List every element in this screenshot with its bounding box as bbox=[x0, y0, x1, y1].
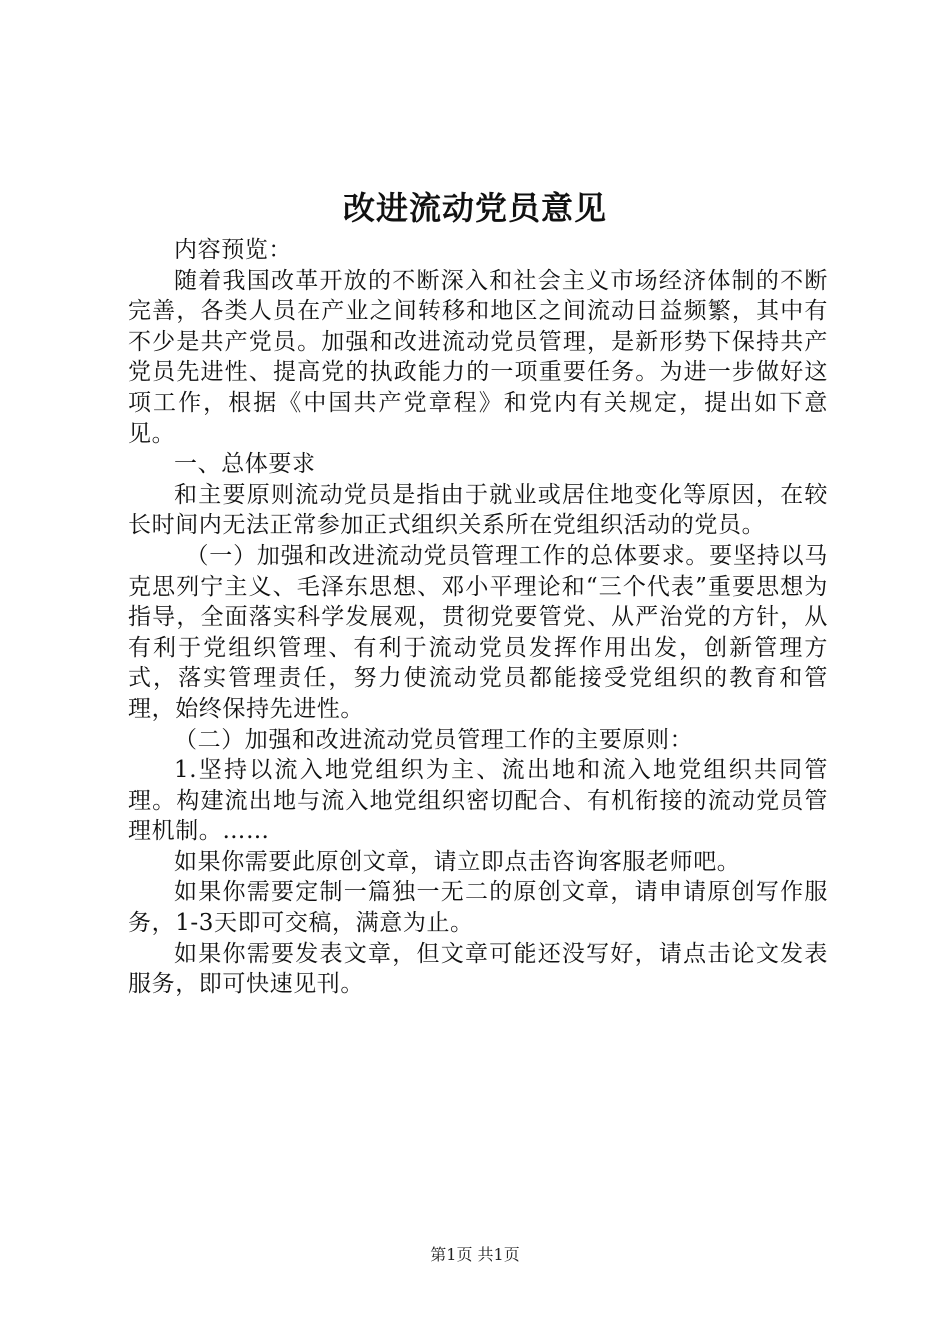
document-body bbox=[128, 235, 828, 1000]
general-requirements-paragraph: （一）加强和改进流动党员管理工作的总体要求。要坚持以马克思列宁主义、毛泽东思想、邓小平理论和“三个代表”重要思想为指导，全面落实科学发展观，贯彻党要管党、从严治党的方针，从有利于党组织管理、有利于流动党员发挥作用出发，创新管理方式，落实管理责任，努力使流动党员都能接受党组织的教育和管理，始终保持先进性。 bbox=[128, 542, 828, 722]
custom-writing-note: 如果你需要定制一篇独一无二的原创文章，请申请原创写作服务，1-3天即可交稿，满意为止。 bbox=[128, 879, 828, 937]
page-footer: 第1页 共1页 bbox=[430, 1245, 520, 1264]
page-title: 改进流动党员意见 bbox=[342, 189, 607, 227]
preview-label: 内容预览： bbox=[174, 237, 292, 263]
section-heading: 一、总体要求 bbox=[174, 451, 316, 478]
intro-paragraph: 随着我国改革开放的不断深入和社会主义市场经济体制的不断完善，各类人员在产业之间转移和地区之间流动日益频繁，其中有不少是共产党员。加强和改进流动党员管理，是新形势下保持共产党员先进性、提高党的执政能力的一项重要任务。为进一步做好这项工作，根据《中国共产党章程》和党内有关规定，提出如下意见。 bbox=[128, 267, 828, 447]
original-article-note: 如果你需要此原创文章，请立即点击咨询客服老师吧。 bbox=[174, 848, 741, 875]
principle-1-paragraph: 1.坚持以流入地党组织为主、流出地和流入地党组织共同管理。构建流出地与流入地党组织密切配合、有机衔接的流动党员管理机制。…… bbox=[128, 757, 828, 845]
main-principles-heading: （二）加强和改进流动党员管理工作的主要原则： bbox=[174, 726, 694, 753]
publishing-note: 如果你需要发表文章，但文章可能还没写好，请点击论文发表服务，即可快速见刊。 bbox=[128, 940, 828, 998]
definition-paragraph: 和主要原则流动党员是指由于就业或居住地变化等原因，在较长时间内无法正常参加正式组织关系所在党组织活动的党员。 bbox=[128, 481, 828, 539]
